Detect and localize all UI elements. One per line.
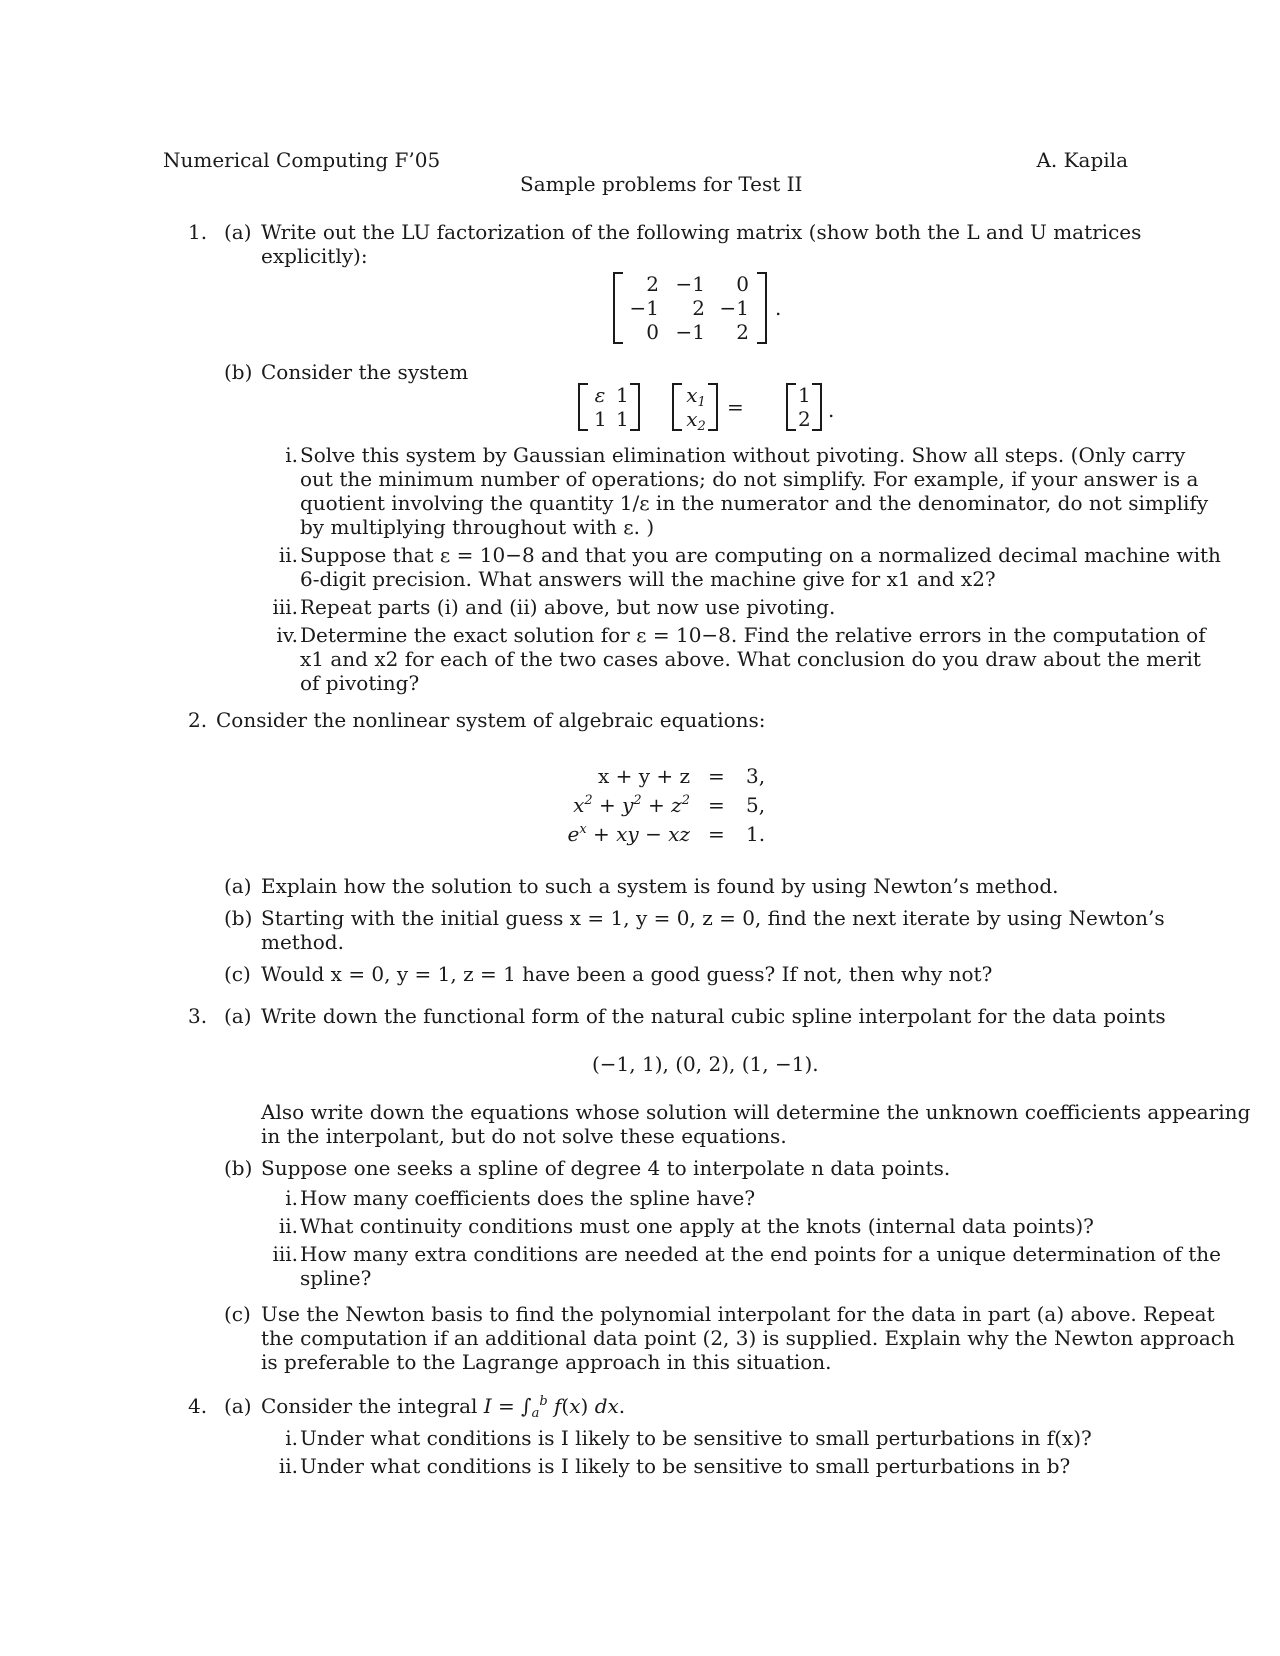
problem-1b-i-line: quotient involving the quantity 1/ε in the numerator and the denominator, do not simplify: [300, 491, 1209, 515]
problem-4-number: 4.: [188, 1394, 208, 1418]
matrix-a-cell: 0: [646, 320, 659, 344]
matrix-a-cell: 0: [736, 272, 749, 296]
matrix-a-cell: 2: [646, 272, 659, 296]
system-matrix: [578, 383, 640, 431]
problem-1b-i-line: out the minimum number of operations; do not simplify. For example, if your answer is a: [300, 467, 1199, 491]
matrix-a-cell: 2: [736, 320, 749, 344]
data-points: (−1, 1), (0, 2), (1, −1).: [592, 1052, 819, 1076]
problem-1b-text: Consider the system: [261, 360, 469, 384]
problem-3c-line: Use the Newton basis to find the polynomial interpolant for the data in part (a) above. Repeat: [261, 1302, 1215, 1326]
problem-3b-i-text: How many coefficients does the spline have?: [300, 1186, 756, 1210]
matrix-a-cell: 2: [692, 296, 705, 320]
problem-2-number: 2.: [188, 708, 208, 732]
equation-2-lhs: $x^2 + y^2 + z^2$: [573, 793, 690, 817]
problem-3c-label: (c): [224, 1302, 251, 1326]
problem-1b-ii-line: 6-digit precision. What answers will the machine give for x1 and x2?: [300, 567, 996, 591]
problem-1b-iii-label: iii.: [272, 595, 298, 619]
problem-1b-iv-line: of pivoting?: [300, 671, 420, 695]
system-matrix-cell: 1: [616, 407, 629, 431]
problem-1b-iv-label: iv.: [276, 623, 298, 647]
matrix-a-cell: −1: [629, 296, 659, 320]
problem-3c-line: is preferable to the Lagrange approach in this situation.: [261, 1350, 832, 1374]
equation-3-rhs: 1.: [746, 822, 766, 846]
problem-3b-iii-line: spline?: [300, 1266, 372, 1290]
system-equals: =: [727, 395, 744, 419]
problem-3b-text: Suppose one seeks a spline of degree 4 to interpolate n data points.: [261, 1156, 951, 1180]
problem-2c-text: Would x = 0, y = 1, z = 1 have been a good guess? If not, then why not?: [261, 962, 993, 986]
system-vars: [672, 383, 718, 434]
problem-3b-i-label: i.: [285, 1186, 298, 1210]
problem-3a-text: Write down the functional form of the natural cubic spline interpolant for the data points: [261, 1004, 1166, 1028]
problem-3b-ii-label: ii.: [278, 1214, 298, 1238]
problem-1b-iv-line: Determine the exact solution for ε = 10−8. Find the relative errors in the computation of: [300, 623, 1206, 647]
problem-1b-ii-line: Suppose that ε = 10−8 and that you are computing on a normalized decimal machine with: [300, 543, 1221, 567]
problem-2b-line: method.: [261, 930, 344, 954]
problem-4a-i-text: Under what conditions is I likely to be sensitive to small perturbations in f(x)?: [300, 1426, 1092, 1450]
problem-4a-label: (a): [224, 1394, 252, 1418]
matrix-a-cell: −1: [675, 272, 705, 296]
page-title: Sample problems for Test II: [520, 172, 803, 196]
problem-2b-label: (b): [224, 906, 253, 930]
problem-3b-iii-label: iii.: [272, 1242, 298, 1266]
problem-1a-label: (a): [224, 220, 252, 244]
problem-3a-more-line: Also write down the equations whose solution will determine the unknown coefficients appearing: [261, 1100, 1251, 1124]
equation-2-rel: =: [708, 793, 725, 817]
problem-4a-ii-label: ii.: [278, 1454, 298, 1478]
problem-1b-iii-text: Repeat parts (i) and (ii) above, but now use pivoting.: [300, 595, 836, 619]
problem-1b-label: (b): [224, 360, 253, 384]
problem-3b-iii-line: How many extra conditions are needed at the end points for a unique determination of the: [300, 1242, 1221, 1266]
system-rhs-cell: 2: [798, 407, 811, 431]
matrix-a-period: .: [775, 296, 782, 320]
problem-3c-line: the computation if an additional data point (2, 3) is supplied. Explain why the Newton approach: [261, 1326, 1235, 1350]
system-matrix-cell: 1: [616, 383, 629, 407]
equation-1-rhs: 3,: [746, 764, 766, 788]
problem-2b-line: Starting with the initial guess x = 1, y = 0, z = 0, find the next iterate by using Newton’s: [261, 906, 1165, 930]
problem-3a-more-line: in the interpolant, but do not solve these equations.: [261, 1124, 787, 1148]
problem-1b-iv-line: x1 and x2 for each of the two cases above. What conclusion do you draw about the merit: [300, 647, 1201, 671]
problem-2a-label: (a): [224, 874, 252, 898]
equation-3-lhs: $e^x$ + xy − xz: [567, 822, 690, 846]
equation-3-rel: =: [708, 822, 725, 846]
problem-3a-label: (a): [224, 1004, 252, 1028]
problem-3b-label: (b): [224, 1156, 253, 1180]
problem-1b-i-label: i.: [285, 443, 298, 467]
system-matrix-cell: ε: [594, 383, 606, 407]
system-period: .: [828, 398, 835, 422]
problem-1-number: 1.: [188, 220, 208, 244]
problem-1a-text-line2: explicitly):: [261, 244, 368, 268]
problem-2c-label: (c): [224, 962, 251, 986]
problem-2a-text: Explain how the solution to such a system is found by using Newton’s method.: [261, 874, 1059, 898]
matrix-a: [613, 272, 767, 344]
matrix-a-cell: −1: [719, 296, 749, 320]
problem-2-intro: Consider the nonlinear system of algebraic equations:: [216, 708, 766, 732]
problem-4a-ii-text: Under what conditions is I likely to be sensitive to small perturbations in b?: [300, 1454, 1071, 1478]
problem-3-number: 3.: [188, 1004, 208, 1028]
system-var-x1: $x_1$: [686, 383, 706, 410]
problem-4a-i-label: i.: [285, 1426, 298, 1450]
system-rhs-cell: 1: [798, 383, 811, 407]
problem-3b-ii-text: What continuity conditions must one apply at the knots (internal data points)?: [300, 1214, 1094, 1238]
problem-1b-ii-label: ii.: [278, 543, 298, 567]
problem-4a-text: Consider the integral $I = \int_a^b$ f(x) dx.: [261, 1394, 626, 1421]
course-name: Numerical Computing F’05: [163, 148, 441, 172]
system-var-x2: $x_2$: [686, 407, 706, 434]
problem-1a-text-line1: Write out the LU factorization of the following matrix (show both the L and U matrices: [261, 220, 1142, 244]
equation-1-rel: =: [708, 764, 725, 788]
equation-1-lhs: x + y + z: [597, 764, 690, 788]
system-rhs: [786, 383, 822, 431]
equation-2-rhs: 5,: [746, 793, 766, 817]
matrix-a-cell: −1: [675, 320, 705, 344]
problem-1b-i-line: by multiplying throughout with ε. ): [300, 515, 655, 539]
problem-1b-i-line: Solve this system by Gaussian elimination without pivoting. Show all steps. (Only carry: [300, 443, 1186, 467]
author-name: A. Kapila: [1036, 148, 1128, 172]
system-matrix-cell: 1: [594, 407, 607, 431]
